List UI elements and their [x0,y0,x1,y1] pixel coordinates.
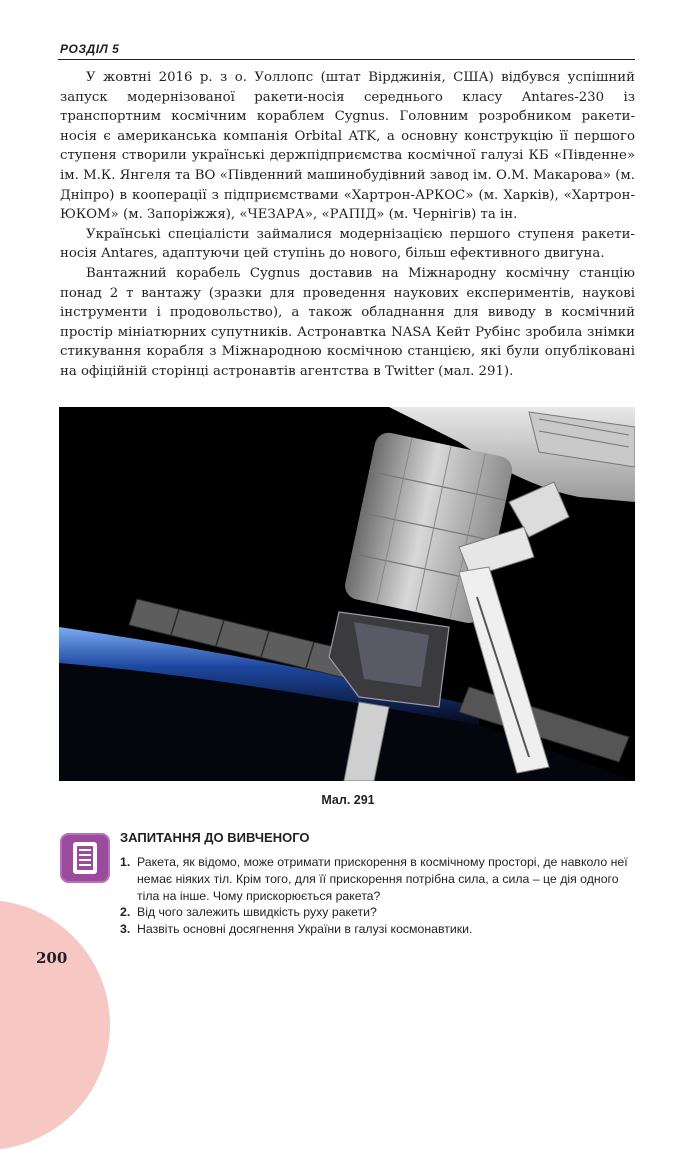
question-text: Назвіть основні досягнення України в галузі космонавтики. [137,922,473,937]
cygnus-iss-photo [59,407,635,781]
body-text [60,68,635,382]
questions-list [120,854,640,938]
questions-title: ЗАПИТАННЯ ДО ВИВЧЕНОГО [120,830,310,845]
paragraph-2: Українські спеціалісти займалися модернізацією першого ступеня ракети-носія Antares, адаптуючи цей ступінь до нового, більш ефективного двигуна. [60,226,635,262]
question-item [120,904,640,921]
paragraph-3: Вантажний корабель Cygnus доставив на Міжнародну космічну станцію понад 2 т вантажу (зразки для проведення наукових експериментів, наукові інструменти і продовольство), а також обладнання для виводу в космічний простір мініатюрних супутників. Астронавтка NASA Кейт Рубінс зробила знімки стикування корабля з Міжнародною космічною станцією, які були опубліковані на офіційній сторінці астронавтів агентства в Twitter (мал. 291). [60,265,635,379]
question-text: Ракета, як відомо, може отримати прискорення в космічному просторі, де навколо неї немає ніяких тіл. Крім того, для її прискорення потрібна сила, а сила – це дія одного тіла на інше. Чому прискорюється ракета? [137,855,628,903]
page-corner-decoration [0,900,110,1150]
paragraph-1: У жовтні 2016 р. з о. Уоллопс (штат Вірджинія, США) відбувся успішний запуск модернізованої ракети-носія середнього класу Antares-230 із транспортним космічним кораблем Cygnus. Головним розробником ракети-носія є американська компанія Orbital ATK, а основну конструкцію її першого ступеня створили українські держпідприємства космічної галузі КБ «Південне» ім. М.К. Янгеля та ВО «Південний машинобудівний завод ім. О.М. Макарова» (м. Дніпро) в кооперації з підприємствами «Хартрон-АРКОС» (м. Харків), «Хартрон-ЮКОМ» (м. Запоріжжя), «ЧЕЗАРА», «РАПІД» (м. Чернігів) та ін. [60,70,635,223]
question-number: 3. [120,922,131,937]
question-item [120,854,640,904]
page-number: 200 [36,949,68,967]
question-item [120,921,640,938]
question-text: Від чого залежить швидкість руху ракети? [137,905,377,920]
question-number: 2. [120,905,131,920]
section-header: РОЗДІЛ 5 [60,42,120,56]
header-divider [58,59,635,60]
figure-photo [59,407,635,781]
figure-caption: Мал. 291 [321,793,375,807]
questions-list-icon [60,833,110,883]
question-number: 1. [120,855,131,869]
